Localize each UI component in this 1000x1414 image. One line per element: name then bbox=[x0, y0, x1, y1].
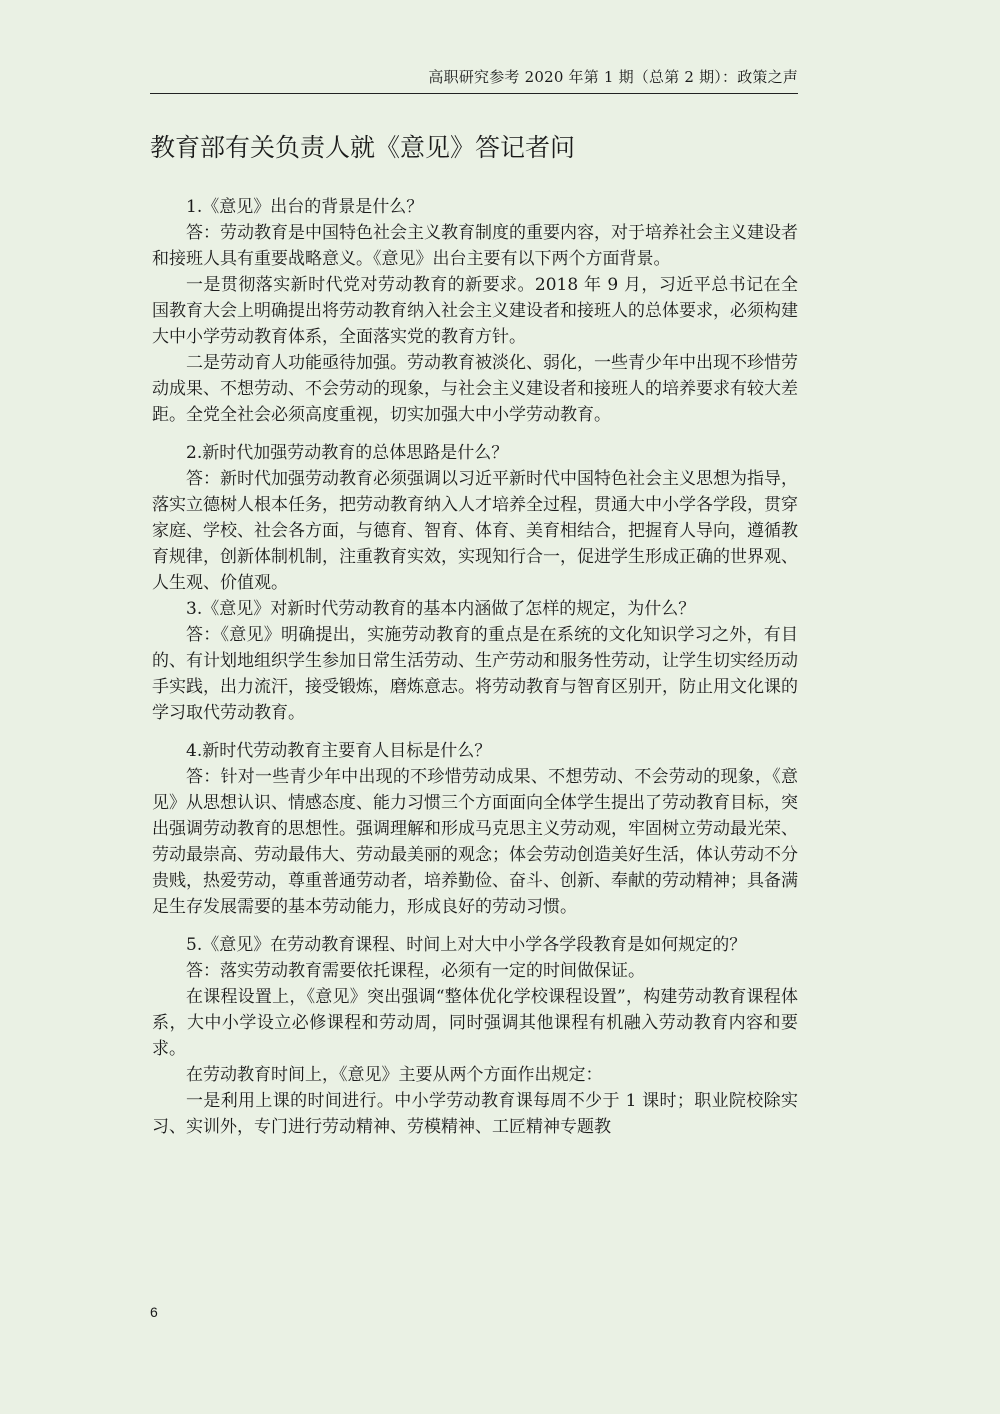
answer-paragraph: 在课程设置上，《意见》突出强调“整体优化学校课程设置”，构建劳动教育课程体系，大中小学设立必修课程和劳动周，同时强调其他课程有机融入劳动教育内容和要求。 bbox=[152, 987, 798, 1059]
answer-paragraph: 答：《意见》明确提出，实施劳动教育的重点是在系统的文化知识学习之外，有目的、有计划地组织学生参加日常生活劳动、生产劳动和服务性劳动，让学生切实经历动手实践，出力流汗，接受锻炼，磨炼意志。将劳动教育与智育区别开，防止用文化课的学习取代劳动教育。 bbox=[152, 625, 798, 723]
page-number: 6 bbox=[150, 1304, 158, 1320]
answer-paragraph: 在劳动教育时间上，《意见》主要从两个方面作出规定： bbox=[186, 1065, 603, 1085]
question-heading: 4.新时代劳动教育主要育人目标是什么？ bbox=[186, 741, 492, 761]
answer-paragraph: 一是贯彻落实新时代党对劳动教育的新要求。2018 年 9 月，习近平总书记在全国教育大会上明确提出将劳动教育纳入社会主义建设者和接班人的总体要求，必须构建大中小学劳动教育体系，全面落实党的教育方针。 bbox=[152, 275, 798, 347]
header-rule bbox=[150, 93, 798, 94]
answer-paragraph: 答：劳动教育是中国特色社会主义教育制度的重要内容，对于培养社会主义建设者和接班人具有重要战略意义。《意见》出台主要有以下两个方面背景。 bbox=[152, 223, 798, 269]
answer-paragraph: 答：落实劳动教育需要依托课程，必须有一定的时间做保证。 bbox=[186, 961, 645, 981]
question-heading: 1.《意见》出台的背景是什么？ bbox=[186, 197, 424, 217]
question-heading: 5.《意见》在劳动教育课程、时间上对大中小学各学段教育是如何规定的？ bbox=[186, 935, 747, 955]
answer-paragraph: 答：针对一些青少年中出现的不珍惜劳动成果、不想劳动、不会劳动的现象，《意见》从思想认识、情感态度、能力习惯三个方面面向全体学生提出了劳动教育目标，突出强调劳动教育的思想性。强调理解和形成马克思主义劳动观，牢固树立劳动最光荣、劳动最崇高、劳动最伟大、劳动最美丽的观念；体会劳动创造美好生活，体认劳动不分贵贱，热爱劳动，尊重普通劳动者，培养勤俭、奋斗、创新、奉献的劳动精神；具备满足生存发展需要的基本劳动能力，形成良好的劳动习惯。 bbox=[152, 767, 798, 917]
answer-paragraph: 二是劳动育人功能亟待加强。劳动教育被淡化、弱化，一些青少年中出现不珍惜劳动成果、不想劳动、不会劳动的现象，与社会主义建设者和接班人的培养要求有较大差距。全党全社会必须高度重视，切实加强大中小学劳动教育。 bbox=[152, 353, 798, 425]
article-title: 教育部有关负责人就《意见》答记者问 bbox=[150, 133, 576, 162]
answer-paragraph: 答：新时代加强劳动教育必须强调以习近平新时代中国特色社会主义思想为指导，落实立德树人根本任务，把劳动教育纳入人才培养全过程，贯通大中小学各学段，贯穿家庭、学校、社会各方面，与德育、智育、体育、美育相结合，把握育人导向，遵循教育规律，创新体制机制，注重教育实效，实现知行合一，促进学生形成正确的世界观、人生观、价值观。 bbox=[152, 469, 798, 593]
question-heading: 3.《意见》对新时代劳动教育的基本内涵做了怎样的规定，为什么？ bbox=[186, 599, 696, 619]
question-heading: 2.新时代加强劳动教育的总体思路是什么？ bbox=[186, 443, 509, 463]
answer-paragraph: 一是利用上课的时间进行。中小学劳动教育课每周不少于 1 课时；职业院校除实习、实训外，专门进行劳动精神、劳模精神、工匠精神专题教 bbox=[152, 1091, 798, 1137]
running-header: 高职研究参考 2020 年第 1 期（总第 2 期）：政策之声 bbox=[428, 68, 798, 86]
article-body bbox=[152, 194, 798, 1140]
